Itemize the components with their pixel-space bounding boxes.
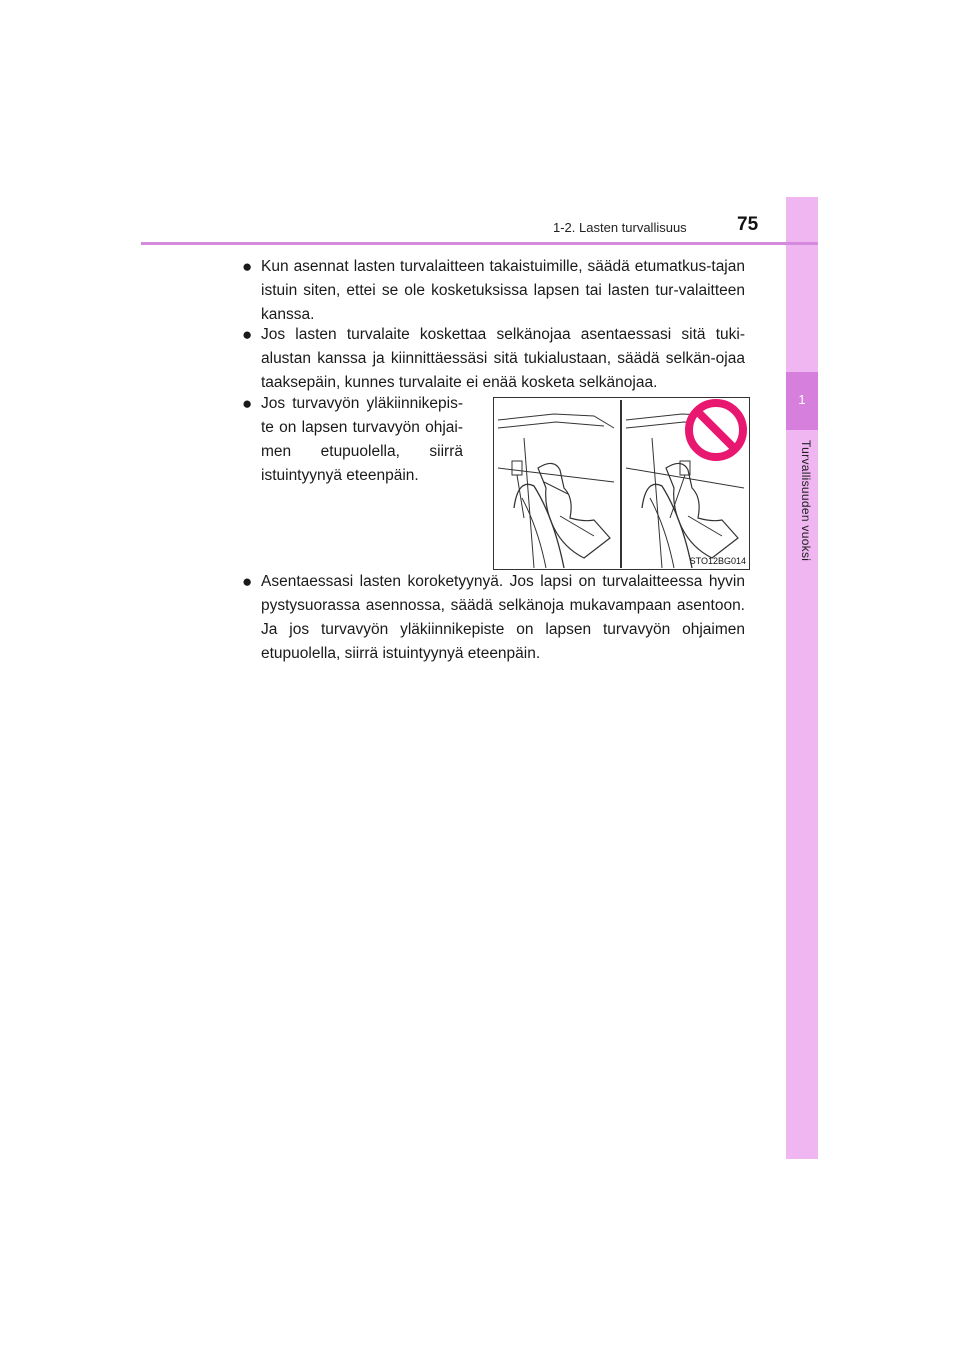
seat-illustration-drawing bbox=[494, 398, 749, 569]
chapter-title: Turvallisuuden vuoksi bbox=[799, 440, 813, 562]
bullet-item bbox=[242, 392, 463, 488]
bullet-item bbox=[242, 255, 745, 327]
seat-illustration bbox=[493, 397, 750, 570]
header-rule bbox=[141, 242, 818, 245]
chapter-side-tab bbox=[786, 197, 818, 1159]
bullet-dot-icon: ● bbox=[242, 325, 253, 344]
bullet-text: Asentaessasi lasten koroketyynyä. Jos lapsi on turvalaitteessa hyvin pystysuorassa asennossa, säädä selkänoja mukavampaan asentoon. Ja jos turvavyön yläkiinnikepiste on lapsen turvavyön ohjaimen etupuolella, siirrä istuintyynyä eteenpäin. bbox=[261, 573, 745, 662]
section-title: 1-2. Lasten turvallisuus bbox=[553, 220, 687, 235]
bullet-item bbox=[242, 323, 745, 395]
bullet-text: Jos lasten turvalaite koskettaa selkänojaa asentaessasi sitä tuki-alustan kanssa ja kiinnittäessäsi sitä tukialustaan, säädä selkän-ojaa taaksepäin, kunnes turvalaite ei enää kosketa selkänojaa. bbox=[261, 326, 745, 391]
prohibition-icon bbox=[689, 403, 743, 457]
bullet-dot-icon: ● bbox=[242, 257, 253, 276]
chapter-number: 1 bbox=[798, 392, 806, 407]
bullet-dot-icon: ● bbox=[242, 572, 253, 591]
figure-code: STO12BG014 bbox=[689, 556, 746, 566]
page-number: 75 bbox=[737, 214, 759, 235]
bullet-dot-icon: ● bbox=[242, 394, 253, 413]
bullet-text: Kun asennat lasten turvalaitteen takaistuimille, säädä etumatkus-tajan istuin siten, ettei se ole kosketuksissa lapsen tai lasten tur-valaitteen kanssa. bbox=[261, 258, 745, 323]
bullet-item bbox=[242, 570, 745, 666]
bullet-text: Jos turvavyön yläkiinnikepis-te on lapsen turvavyön ohjai-men etupuolella, siirrä istuintyynyä eteenpäin. bbox=[261, 395, 463, 484]
